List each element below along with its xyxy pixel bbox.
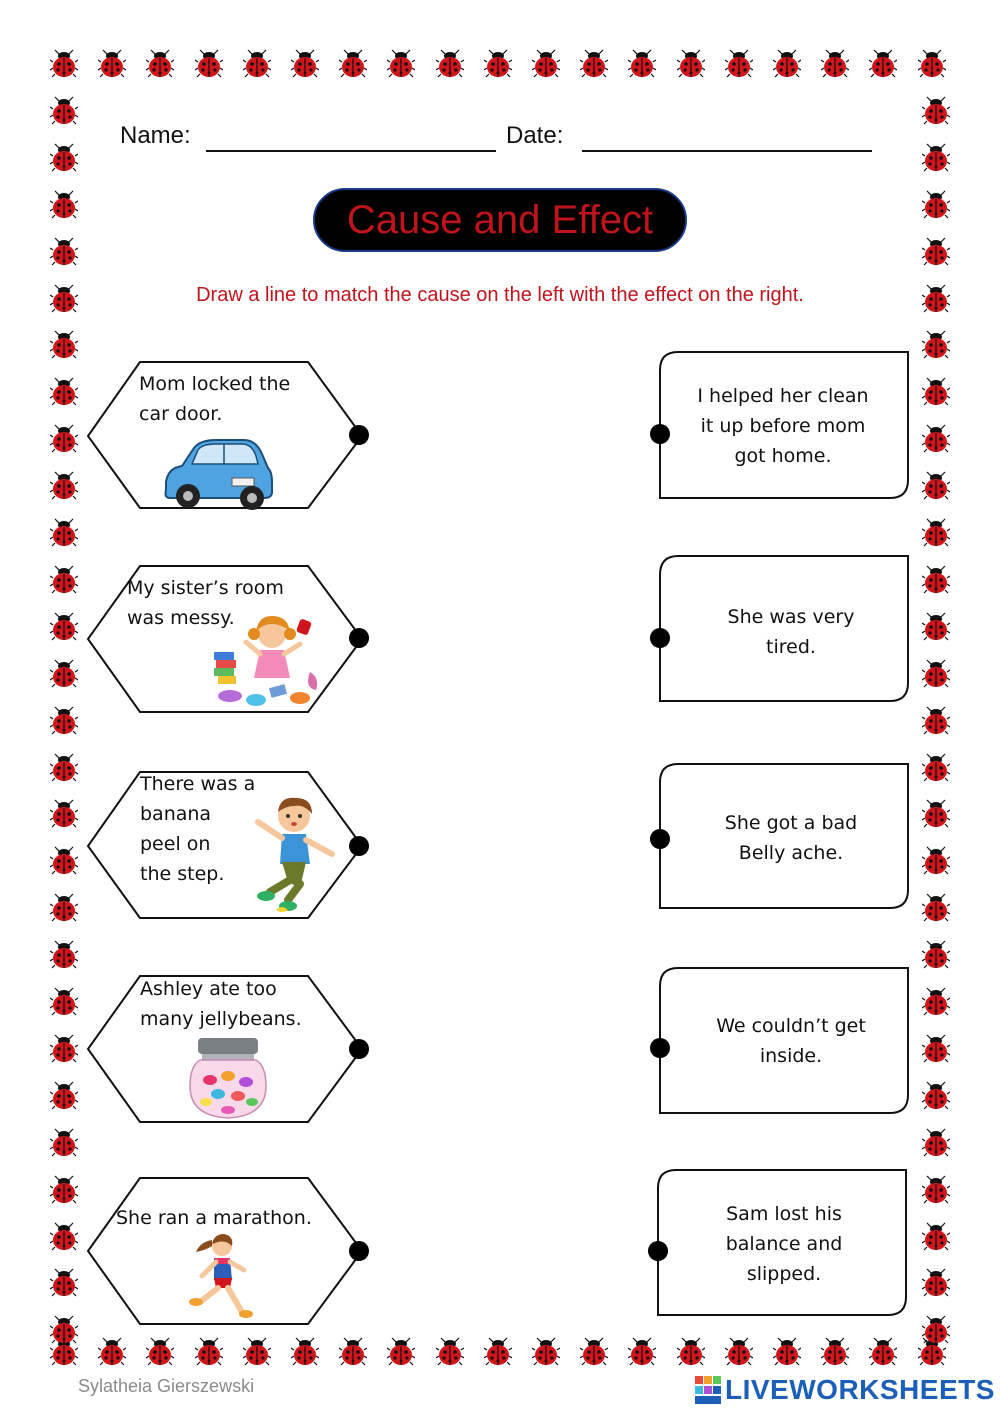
cause-dot-2[interactable] [349,628,369,648]
messy-girl-icon [210,612,328,712]
name-label: Name: [120,122,191,149]
brand-logo[interactable] [695,1374,995,1406]
slipping-boy-icon [248,796,340,916]
effect-text-2: She was very tired. [727,606,855,658]
date-label: Date: [506,122,564,149]
effect-dot-4[interactable] [650,1038,670,1058]
cause-dot-5[interactable] [349,1241,369,1261]
effect-text-5: Sam lost his balance and slipped. [725,1203,843,1285]
car-icon [160,432,274,512]
instructions: Draw a line to match the cause on the left with the effect on the right. [196,284,804,306]
effect-dot-1[interactable] [650,424,670,444]
effect-text-4: We couldn’t get inside. [716,1015,866,1067]
running-girl-icon [186,1232,262,1322]
cause-text-1: Mom locked the car door. [139,373,291,425]
cause-text-2: My sister’s room was messy. [127,577,284,629]
liveworksheets-logo-icon [695,1376,721,1404]
jellybean-jar-icon [188,1036,268,1120]
page-title: Cause and Effect [346,197,654,242]
author-credit: Sylatheia Gierszewski [78,1376,255,1396]
effect-dot-3[interactable] [650,829,670,849]
cause-dot-4[interactable] [349,1039,369,1059]
cause-text-5: She ran a marathon. [116,1207,312,1229]
effect-dot-2[interactable] [650,628,670,648]
cause-text-3: There was a banana peel on the step. [140,773,256,885]
effect-text-1: I helped her clean it up before mom got home. [697,385,869,467]
cause-text-4: Ashley ate too many jellybeans. [140,978,302,1030]
effect-dot-5[interactable] [648,1241,668,1261]
cause-dot-1[interactable] [349,425,369,445]
effect-text-3: She got a bad Belly ache. [724,812,858,864]
cause-dot-3[interactable] [349,836,369,856]
brand-name: LIVEWORKSHEETS [725,1374,995,1405]
